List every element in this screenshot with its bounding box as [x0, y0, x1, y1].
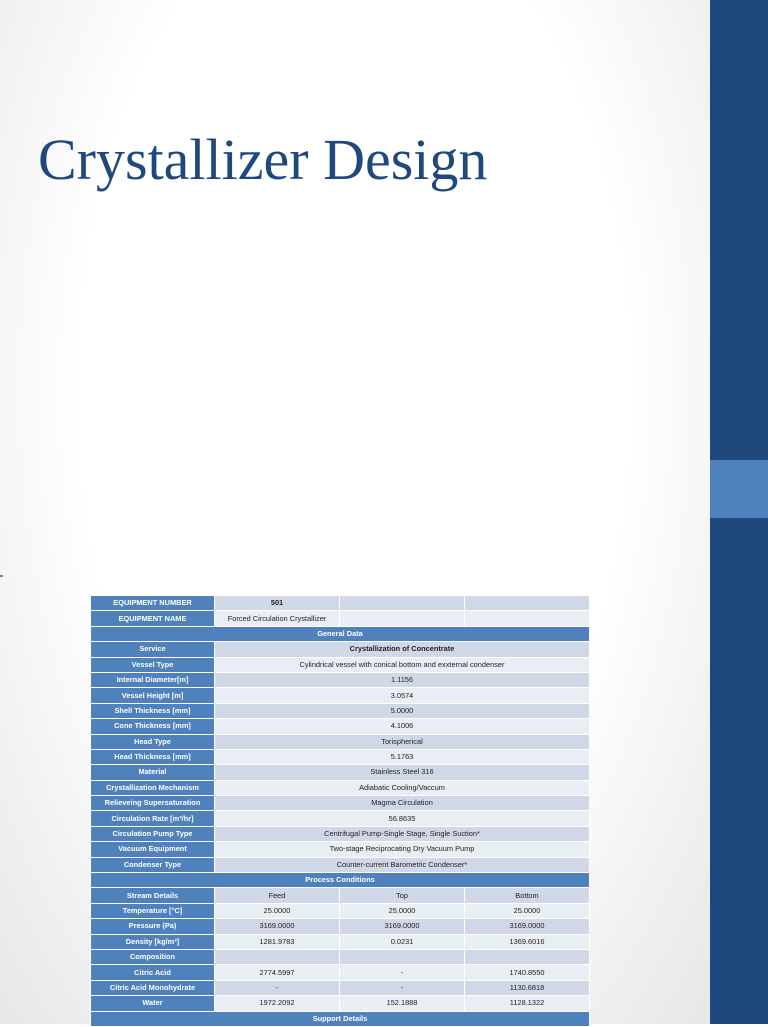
table-row — [91, 749, 590, 764]
row-label: Relieveing Supersaturation — [91, 796, 215, 811]
edge-tick — [0, 575, 3, 577]
stream-top-header: Top — [340, 888, 465, 903]
row-label: Service — [91, 642, 215, 657]
row-value: 1.1156 — [215, 672, 590, 687]
row-label: Citric Acid Monohydrate — [91, 980, 215, 995]
row-label: Material — [91, 765, 215, 780]
equipment-name-label: EQUIPMENT NAME — [91, 611, 215, 626]
table-row — [91, 688, 590, 703]
table-row — [91, 719, 590, 734]
feed-value: 25.0000 — [215, 903, 340, 918]
table-row — [91, 765, 590, 780]
empty-cell — [340, 611, 465, 626]
feed-value: - — [215, 980, 340, 995]
feed-value: 2774.5997 — [215, 965, 340, 980]
table-row — [91, 965, 590, 980]
side-accent-block — [710, 460, 768, 518]
feed-value: 1281.9783 — [215, 934, 340, 949]
top-value: 25.0000 — [340, 903, 465, 918]
row-label: Cone Thickness [mm] — [91, 719, 215, 734]
row-label: Temperature [°C] — [91, 903, 215, 918]
process-conditions-header-row — [91, 873, 590, 888]
bottom-value: 3169.0000 — [465, 919, 590, 934]
bottom-value: 1369.6016 — [465, 934, 590, 949]
table-row — [91, 842, 590, 857]
table-row — [91, 811, 590, 826]
top-value: 3169.0000 — [340, 919, 465, 934]
table-row — [91, 734, 590, 749]
table-row — [91, 703, 590, 718]
table-row — [91, 642, 590, 657]
row-label: Head Type — [91, 734, 215, 749]
row-label: Head Thickness [mm] — [91, 749, 215, 764]
row-value: 3.0574 — [215, 688, 590, 703]
empty-cell — [465, 596, 590, 611]
row-value: Magma Circulation — [215, 796, 590, 811]
row-value: Counter-current Barometric Condenser* — [215, 857, 590, 872]
row-value: 5.1763 — [215, 749, 590, 764]
row-label: Vacuum Equipment — [91, 842, 215, 857]
row-label: Pressure (Pa) — [91, 919, 215, 934]
top-value: - — [340, 980, 465, 995]
empty-cell — [340, 949, 465, 964]
row-label: Condenser Type — [91, 857, 215, 872]
empty-cell — [465, 949, 590, 964]
empty-cell — [465, 611, 590, 626]
row-value: 56.8635 — [215, 811, 590, 826]
row-label: Internal Diameter[m] — [91, 672, 215, 687]
empty-cell — [340, 596, 465, 611]
top-value: 152.1888 — [340, 996, 465, 1011]
equipment-spec-table-container — [90, 595, 589, 1027]
table-row — [91, 657, 590, 672]
bottom-value: 1128.1322 — [465, 996, 590, 1011]
table-row — [91, 996, 590, 1011]
empty-cell — [215, 949, 340, 964]
row-value: Adiabatic Cooling/Vaccum — [215, 780, 590, 795]
table-row — [91, 826, 590, 841]
row-value: Torispherical — [215, 734, 590, 749]
row-value: Cylindrical vessel with conical bottom and exxternal condenser — [215, 657, 590, 672]
bottom-value: 25.0000 — [465, 903, 590, 918]
row-label: Vessel Type — [91, 657, 215, 672]
top-value: 0.0231 — [340, 934, 465, 949]
support-details-header-row — [91, 1011, 590, 1026]
equipment-number-label: EQUIPMENT NUMBER — [91, 596, 215, 611]
row-label: Crystallization Mechanism — [91, 780, 215, 795]
equipment-spec-table — [90, 595, 590, 1027]
row-value: 4.1006 — [215, 719, 590, 734]
composition-row — [91, 949, 590, 964]
table-row — [91, 903, 590, 918]
general-data-header-row — [91, 626, 590, 641]
process-conditions-header: Process Conditions — [91, 873, 590, 888]
row-label: Vessel Height [m] — [91, 688, 215, 703]
row-label: Water — [91, 996, 215, 1011]
equipment-name-value: Forced Circulation Crystallizer — [215, 611, 340, 626]
row-value: Two-stage Reciprocating Dry Vacuum Pump — [215, 842, 590, 857]
bottom-value: 1130.6818 — [465, 980, 590, 995]
bottom-value: 1740.8550 — [465, 965, 590, 980]
row-label: Shell Thickness [mm] — [91, 703, 215, 718]
feed-value: 3169.0000 — [215, 919, 340, 934]
row-label: Citric Acid — [91, 965, 215, 980]
top-value: - — [340, 965, 465, 980]
slide-title: Crystallizer Design — [38, 127, 488, 192]
stream-details-label: Stream Details — [91, 888, 215, 903]
row-value: Centrifugal Pump-Single Stage, Single Suction* — [215, 826, 590, 841]
equipment-number-row — [91, 596, 590, 611]
equipment-number-value: 501 — [215, 596, 340, 611]
row-label: Density [kg/m³] — [91, 934, 215, 949]
stream-details-row — [91, 888, 590, 903]
table-row — [91, 934, 590, 949]
row-value: 5.0000 — [215, 703, 590, 718]
stream-feed-header: Feed — [215, 888, 340, 903]
row-value: Crystallization of Concentrate — [215, 642, 590, 657]
table-row — [91, 672, 590, 687]
row-label: Circulation Rate [m³/hr] — [91, 811, 215, 826]
composition-label: Composition — [91, 949, 215, 964]
table-row — [91, 857, 590, 872]
general-data-header: General Data — [91, 626, 590, 641]
equipment-name-row — [91, 611, 590, 626]
table-row — [91, 919, 590, 934]
table-row — [91, 780, 590, 795]
support-details-header: Support Details — [91, 1011, 590, 1026]
table-row — [91, 796, 590, 811]
table-row — [91, 980, 590, 995]
stream-bottom-header: Bottom — [465, 888, 590, 903]
row-value: Stainless Steel 316 — [215, 765, 590, 780]
row-label: Circulation Pump Type — [91, 826, 215, 841]
feed-value: 1972.2092 — [215, 996, 340, 1011]
